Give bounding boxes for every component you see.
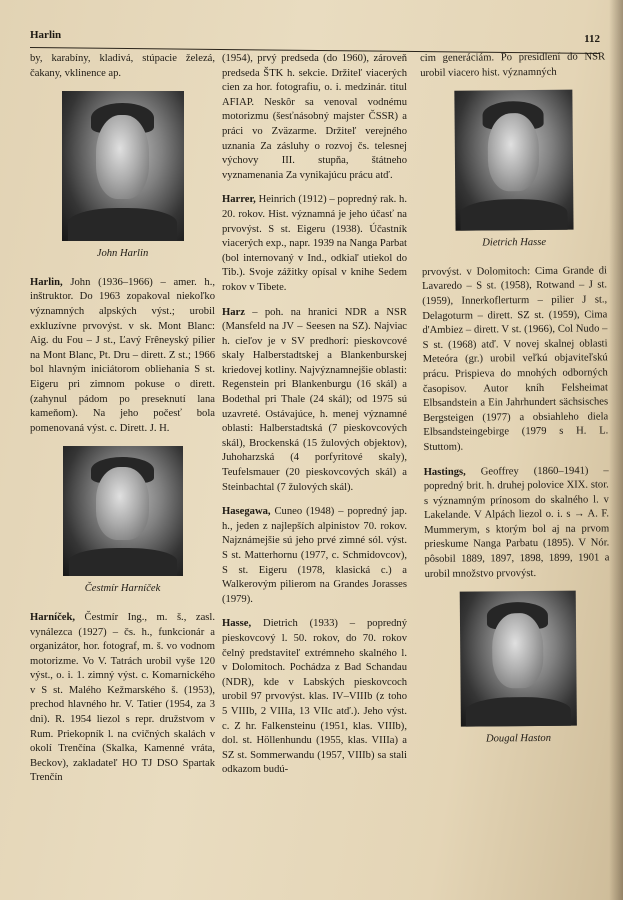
portrait-photo-dietrich-hasse <box>454 90 573 231</box>
page-number: 112 <box>584 33 600 45</box>
entry-hasse <box>222 617 407 778</box>
running-header <box>30 29 600 45</box>
entry-text: Dietrich (1933) – popredný pieskovcový l. 50. rokov, do 70. rokov čelný predstaviteľ extrémneho skalného l. v Dolomitoch. Pochádza z Bad Schandau (NDR), kde v Labských pieskovcoch urobil 97 prvovýst. klas. IV–VIIIb (z toho 5 VIIIb, 2 VIIIa, 13 VIIc atď.). Jeho výst. c. Z hr. Falkensteinu (1951, klas. VIIIb), dol. st. Höllenhundu (1955, klas. VIIIa) a SZ st. Sommerwandu (1957, VIIIb) sa stali odkazom budú- <box>222 618 407 776</box>
photo-caption: Dietrich Hasse <box>482 237 547 249</box>
column-3 <box>420 50 611 761</box>
entry-text: Heinrich (1912) – popredný rak. h. 20. rokov. Hist. významná je jeho účasť na prvovýst. S st. Eigeru (1938). Účastník viacerých exp., napr. 1939 na Nanga Parbat (bol internovaný v Ind., odkiaľ utiekol do Tib.). Svoje zážitky opísal v knihe Sedem rokov v Tibete. <box>222 194 407 293</box>
entry-text: John (1936–1966) – amer. h., inštruktor. Do 1963 zopakoval niekoľko významných alpských výst.; urobil exkluzívne prvovýst. v sk. Mont Blanc: Aig. du Fou – J st., Ľavý Frêneyský pilier na Mont Blanc, Pt. Dru – dirett. Z st.; 1966 bol hlavným iniciátorom obliehania S st. Eigeru pri zimnom pokuse o dirett. (zahynul pádom po preseknutí lana kameňom). Na jeho počesť bola pomenovaná výst. c. Dirett. J. H. <box>30 276 215 434</box>
entry-headword: Harníček, <box>30 611 76 623</box>
portrait-photo-john-harlin <box>62 91 184 241</box>
photo-caption: Čestmír Harníček <box>84 583 161 595</box>
entry-text: Geoffrey (1860–1941) – popredný brit. h. druhej polovice XIX. stor. s významným prínosom do skalného l. v Lakelande. V Alpách liezol o. i. s → A. F. Mummerym, s ktorým bol aj na prvom prieskume Nanga Parbatu (1895). V Nór. pôsobil 1889, 1897, 1898, 1899, 1901 a urobil množstvo prvovýst. <box>423 464 610 580</box>
entry-harrer <box>222 193 407 295</box>
photo-caption: John Harlin <box>96 248 149 260</box>
entry-headword: Hastings, <box>423 466 466 478</box>
portrait-photo-dougal-haston <box>459 591 576 727</box>
header-head-word: Harlin <box>30 29 62 41</box>
entry-harnicek <box>30 611 215 786</box>
column-2 <box>222 52 407 788</box>
entry-headword: Harlin, <box>30 276 63 288</box>
entry-text: Cuneo (1948) – popredný jap. h., jeden z najlepších alpinistov 70. rokov. Najznámejšie sú jeho prvé zimné sól. výst. S st. Matterhornu (1977, c. Schmidovcov), S st. Eigeru (1978, klasická c.) a Walkerovým pilierom na Grandes Jorasses (1979). <box>222 506 407 605</box>
continued-text: cim generáciám. Po presídlení do NSR urobil viacero hist. významných <box>420 51 606 79</box>
entry-harz <box>222 306 407 496</box>
entry-headword: Hasegawa, <box>222 506 271 518</box>
entry-hasegawa <box>222 505 407 607</box>
entry-hastings <box>424 464 610 582</box>
portrait-photo-cestmir-harnicek <box>63 446 183 576</box>
continued-text: by, karabíny, kladivá, stúpacie železá, čakany, vklinence ap. <box>30 53 215 79</box>
column-1 <box>30 52 215 796</box>
entry-text: – poh. na hranici NDR a NSR (Mansfeld na JV – Seesen na SZ). Najviac h. cieľov je v SV predhorí: pieskovcové skaly Halberstadtskej a Blankenburskej kriedovej kotliny. Najvýznamnejšie oblasti: Regenstein pri Blankenburgu (16 skál) a Bodethal pri Thale (24 skál); od 1975 sú uzavreté. Ostávajúce, h. menej významné oblasti: Halberstadtská (7 pieskovcových skál), Brockenská (15 žulových objektov), Juhoharzská (4 porfyritové skaly), Teufelsmauer (20 pieskovcových skál) a Steinbachtal (7 žulových skál). <box>222 306 407 493</box>
entry-headword: Harz <box>222 306 245 318</box>
continued-text: prvovýst. v Dolomitoch: Cima Grande di Lavaredo – S st. (1958), Rotwand – J st. (1959), Innerkoflerturm – pilier J st., Delagoturm – dirett. SZ st. (1959), Cima d'Ambiez – dirett. V st. (1966), Col Nudo – S st. (1968) atď. V novej skalnej oblasti Meteóra (gr.) urobil veľkú objaviteľskú prácu. Prispieva do mnohých odborných časopisov. Autor kníh Felsheimat Elbsandstein a Ein Jahrhundert sächsisches Bergsteigen (1977) a obsiahleho diela Elbsandsteingebirge (1979 s H. L. Stuttom). <box>421 265 609 453</box>
entry-headword: Harrer, <box>222 194 256 206</box>
photo-caption: Dougal Haston <box>485 733 552 745</box>
entry-text: Čestmír Ing., m. š., zasl. vynálezca (1927) – čs. h., funkcionár a organizátor, hor. fotograf, m. š. vo vodnom motorizme. Vo V. Tatrách urobil vyše 120 výst., o. i. 1. zimný výst. c. Komarnického v S st. Malého Kežmarského š. (1953), prechod hlavného hr. V. Tatier (1954, za 3 dni). R. 1954 liezol s repr. družstvom v Rum. Priekopník l. na cvičných skalách v okolí Trenčína (Skalka, Kamenné vráta, Beckov), zakladateľ HO TJ DSO Spartak Trenčín <box>30 611 215 784</box>
continued-text: (1954), prvý predseda (do 1960), zároveň predseda ŠTK h. sekcie. Držiteľ viacerých cien za hor. fotografiu, o. i. medzinár. titul AFIAP. Neskôr sa venoval vodnému motorizmu (šesťnásobný majster ČSSR) a práci vo Zväzarme. Držiteľ verejného uznania Za zásluhy o rozvoj čs. telesnej výchovy III. stupňa, štátneho vyznamenania Za vynikajúcu prácu atď. <box>222 53 407 181</box>
entry-headword: Hasse, <box>222 618 252 630</box>
entry-harlin <box>30 276 215 437</box>
page-gutter-shadow <box>609 0 623 900</box>
